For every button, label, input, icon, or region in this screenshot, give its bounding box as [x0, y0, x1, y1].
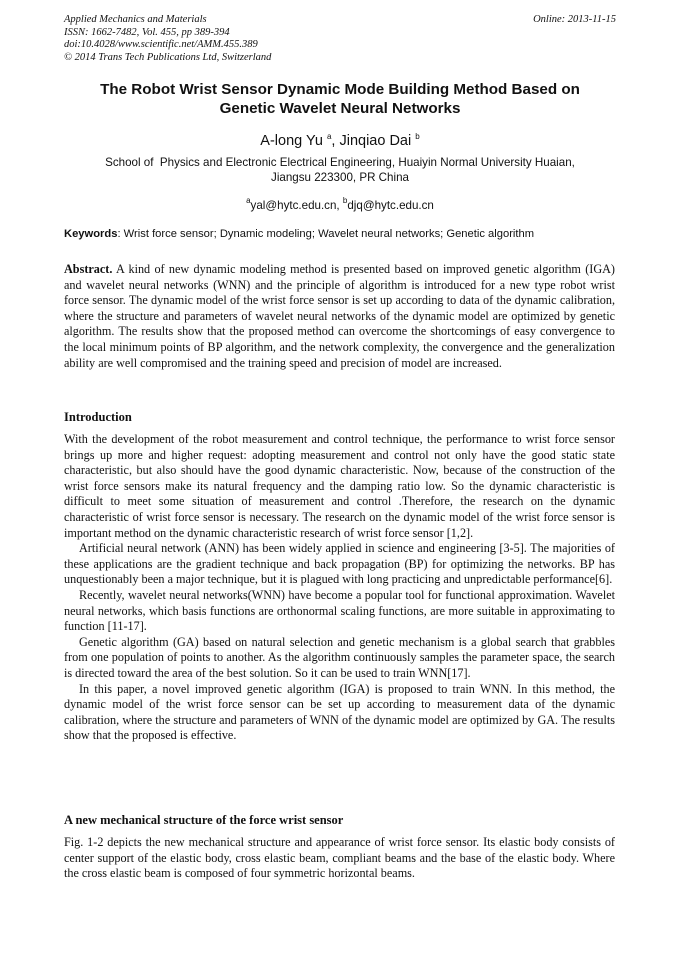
email-1-mark: a — [246, 196, 251, 205]
email-1: yal@hytc.edu.cn, — [250, 199, 340, 212]
mechanical-structure-body — [64, 835, 615, 882]
affiliation — [64, 155, 616, 185]
title-line-2: Genetic Wavelet Neural Networks — [219, 100, 461, 117]
author-1-affil-mark: a — [326, 132, 332, 141]
abstract-text: A kind of new dynamic modeling method is presented based on improved genetic algorithm (IGA) and wavelet neural networks (WNN) and the principle of algorithm is introduced for a new type robot wrist force sensor. The dynamic model of the wrist force sensor is set up according to data of the dynamic calibration, where the structure and parameters of wavelet neural networks of the dynamic model are optimized by genetic algorithm. The results show that the proposed method can overcome the shortcomings of easy convergence to the local minimum points of BP algorithm, and the network complexity, the convergence and the generalization ability are well compromised and the training speed and precision of model are increased. — [64, 262, 615, 370]
journal-copyright: © 2014 Trans Tech Publications Ltd, Switzerland — [64, 51, 272, 63]
journal-doi: doi:10.4028/www.scientific.net/AMM.455.389 — [64, 39, 258, 51]
journal-name: Applied Mechanics and Materials — [64, 14, 207, 25]
email-list — [64, 193, 616, 213]
journal-issn: ISSN: 1662-7482, Vol. 455, pp 389-394 — [64, 26, 230, 38]
paper-title — [64, 80, 616, 118]
mech-paragraph-1: Fig. 1-2 depicts the new mechanical structure and appearance of wrist force sensor. Its elastic body consists of center support of the elastic body, cross elastic beam, compliant beams and the base of the elastic body. Where the cross elastic beam is composed of four symmetric horizontal beams. — [64, 835, 615, 881]
intro-paragraph-1: With the development of the robot measurement and control technique, the performance to wrist force sensor brings up more and higher request: adopting measurement and control not only have the good static state characteristic, but also should have the good dynamic characteristic. Now, because of the construction of the wrist force sensors make its natural frequency and the damping ratio low. So the dynamic characteristic is difficult to meet some situation of measurement and control .Therefore, the research on the dynamic characteristic of wrist force sensor is necessary. The research on the dynamic model of the wrist force sensor is important method on the dynamic characteristic research of wrist force sensor [1,2]. — [64, 432, 615, 540]
section-heading-introduction: Introduction — [64, 410, 132, 424]
author-separator: , — [331, 133, 340, 149]
keywords-label: Keywords — [64, 228, 118, 240]
title-line-1: The Robot Wrist Sensor Dynamic Mode Building Method Based on — [100, 81, 580, 98]
author-2: Jinqiao Dai — [339, 133, 412, 149]
email-2: djq@hytc.edu.cn — [347, 199, 434, 212]
intro-paragraph-5: In this paper, a novel improved genetic algorithm (IGA) is proposed to train WNN. In this method, the dynamic model of the wrist force sensor can be set up according to measurement data of the dynamic calibration, where the structure and parameters of WNN of the dynamic model are optimized by GA. The results show that the proposed is effective. — [64, 681, 615, 743]
keywords — [64, 227, 624, 242]
intro-paragraph-4: Genetic algorithm (GA) based on natural selection and genetic mechanism is a global search that grabbles from one population of points to another. As the algorithm continuously samples the parameter space, the search is directed toward the area of the best solution. So it can be used to train WNN[17]. — [64, 634, 615, 680]
email-2-mark: b — [342, 196, 348, 205]
abstract-label: Abstract. — [64, 262, 113, 276]
introduction-body — [64, 432, 615, 744]
affiliation-line-2: Jiangsu 223300, PR China — [271, 171, 409, 184]
author-1: A-long Yu — [260, 133, 323, 149]
author-2-affil-mark: b — [415, 132, 420, 141]
author-list — [64, 128, 616, 150]
keywords-text: : Wrist force sensor; Dynamic modeling; Wavelet neural networks; Genetic algorithm — [117, 228, 535, 240]
intro-paragraph-2: Artificial neural network (ANN) has been widely applied in science and engineering [3-5]. The majorities of these applications are the gradient technique and back propagation (BP) for optimizing the networks. BP has unquestionably been a major technique, but it is plagued with long practicing and unpredictable performance[6]. — [64, 541, 615, 587]
intro-paragraph-3: Recently, wavelet neural networks(WNN) have become a popular tool for functional approximation. Wavelet neural networks, which basis functions are orthonormal scaling functions, are more suitable in approximating to function [11-17]. — [64, 587, 615, 634]
online-date: Online: 2013-11-15 — [533, 14, 616, 25]
abstract — [64, 262, 615, 371]
affiliation-line-1: School of Physics and Electronic Electrical Engineering, Huaiyin Normal University Huaian, — [105, 156, 575, 169]
section-heading-mechanical-structure: A new mechanical structure of the force wrist sensor — [64, 813, 344, 827]
journal-header — [64, 14, 616, 64]
